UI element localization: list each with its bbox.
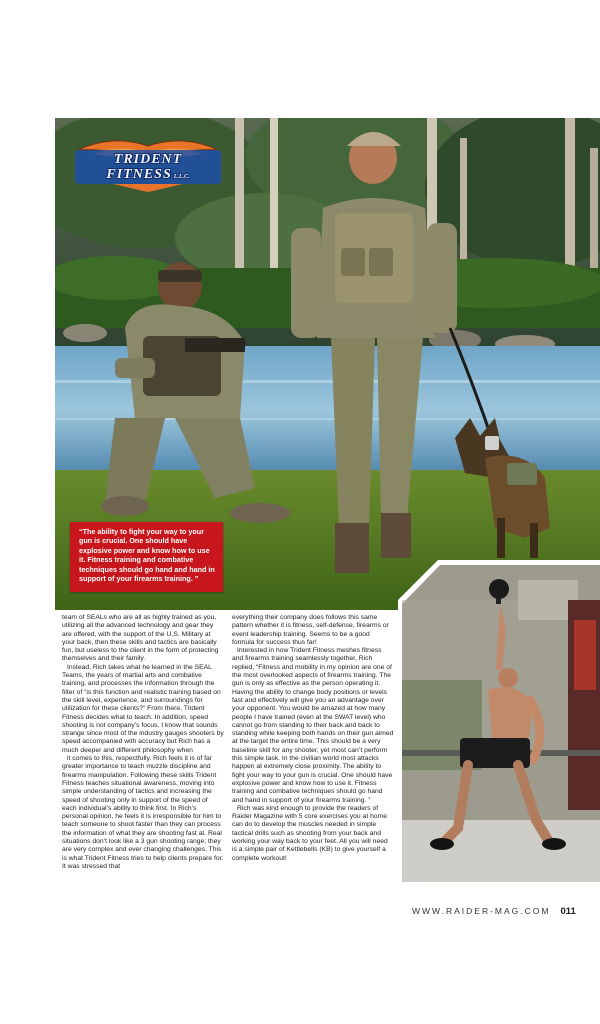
pull-quote: “The ability to fight your way to your gun is crucial. One should have explosive power and know how to use it. Fitness training and combative techniques should go hand and hand in support of your firearms training. ” bbox=[70, 522, 223, 592]
kettlebell-photo bbox=[398, 560, 600, 882]
logo-suffix: L.L.C. bbox=[173, 174, 190, 180]
footer-url: WWW.RAIDER-MAG.COM bbox=[412, 906, 551, 916]
paragraph: Interested in how Trident Fitness meshes fitness and firearms training seamlessly together, Rich replied, “Fitness and mobility in my opinion are one of the most overlooked aspects of firearms training. The gun is only as effective as the person operating it. Having the ability to change body positions or levels fast and effectively will give you an advantage over your opponent. You would be amazed at how many people I have trained (even at the SWAT level) who cannot go from standing to their back and back to standing while keeping both hands on their gun aimed at the target the entire time. This should be a very baseline skill for any shooter, yet most can’t perform this simple task. In the civilian world most attacks happen at extremely close proximity. The ability to fight your way to your gun is crucial. One should have explosive power and know how to use it. Fitness training and combative techniques should go hand and hand in support of your firearms training. ” bbox=[232, 647, 394, 804]
page-number: 011 bbox=[560, 905, 576, 917]
paragraph: team of SEALs who are all as highly trained as you, utilizing all the advanced technology and gear they are offered, with the support of the U.S. Military at your back, then these skills and tactics are basically fun, but useless to the client in the form of protecting themselves and their family. bbox=[62, 614, 219, 663]
paragraph: everything their company does follows this same pattern whether it is fitness, self-defense, firearms or event leadership training. Seems to be a good formula for success thus far! bbox=[232, 614, 389, 646]
paragraph: Rich was kind enough to provide the readers of Raider Magazine with 5 core exercises you at home can do to develop the muscles needed in simple tactical drills such as shooting from your back and working your way back to your feet. All you will need is a simple pair of Kettlebells (KB) to give yourself a complete workout! bbox=[232, 804, 388, 862]
article-column-2 bbox=[232, 614, 394, 863]
trident-fitness-logo bbox=[73, 132, 223, 194]
logo-wordmark bbox=[73, 152, 223, 185]
article-column-1 bbox=[62, 614, 224, 871]
kettlebell-photo-art bbox=[398, 560, 600, 882]
paragraph: it comes to this, respectfully. Rich feels it is of far greater importance to teach muzzle discipline and firearms manipulation. Following these skills Trident Fitness teaches situational awareness, moving into simple understanding of tactics and increasing the speed of shooting only in support of the speed of each individual’s ability to think first. In Rich’s personal opinion, he feels it is irresponsible for him to teach someone to shoot faster than they can process the information of what they are shooting fast at. Real situations don’t look like a 3 gun shooting range; they are very complex and ever changing challenges. This is what Trident Fitness tries to help clients prepare for. It was stressed that bbox=[62, 755, 224, 870]
page-footer bbox=[412, 904, 590, 918]
logo-line2-text: FITNESS bbox=[106, 167, 172, 182]
logo-line2 bbox=[73, 167, 223, 185]
logo-line1: TRIDENT bbox=[113, 152, 183, 167]
paragraph: Instead, Rich takes what he learned in the SEAL Teams, the years of martial arts and combative training, and processes the information through the filter of “is this function and realistic training based on the skill level, experience, and surroundings for utilization for these clients?” From there, Trident Fitness decides what to teach. In addition, speed shooting is not company’s focus. I know that sounds strange since most of the industry gauges shooters by speed accompanied with accuracy but Rich has a much deeper and different philosophy when bbox=[62, 663, 224, 754]
